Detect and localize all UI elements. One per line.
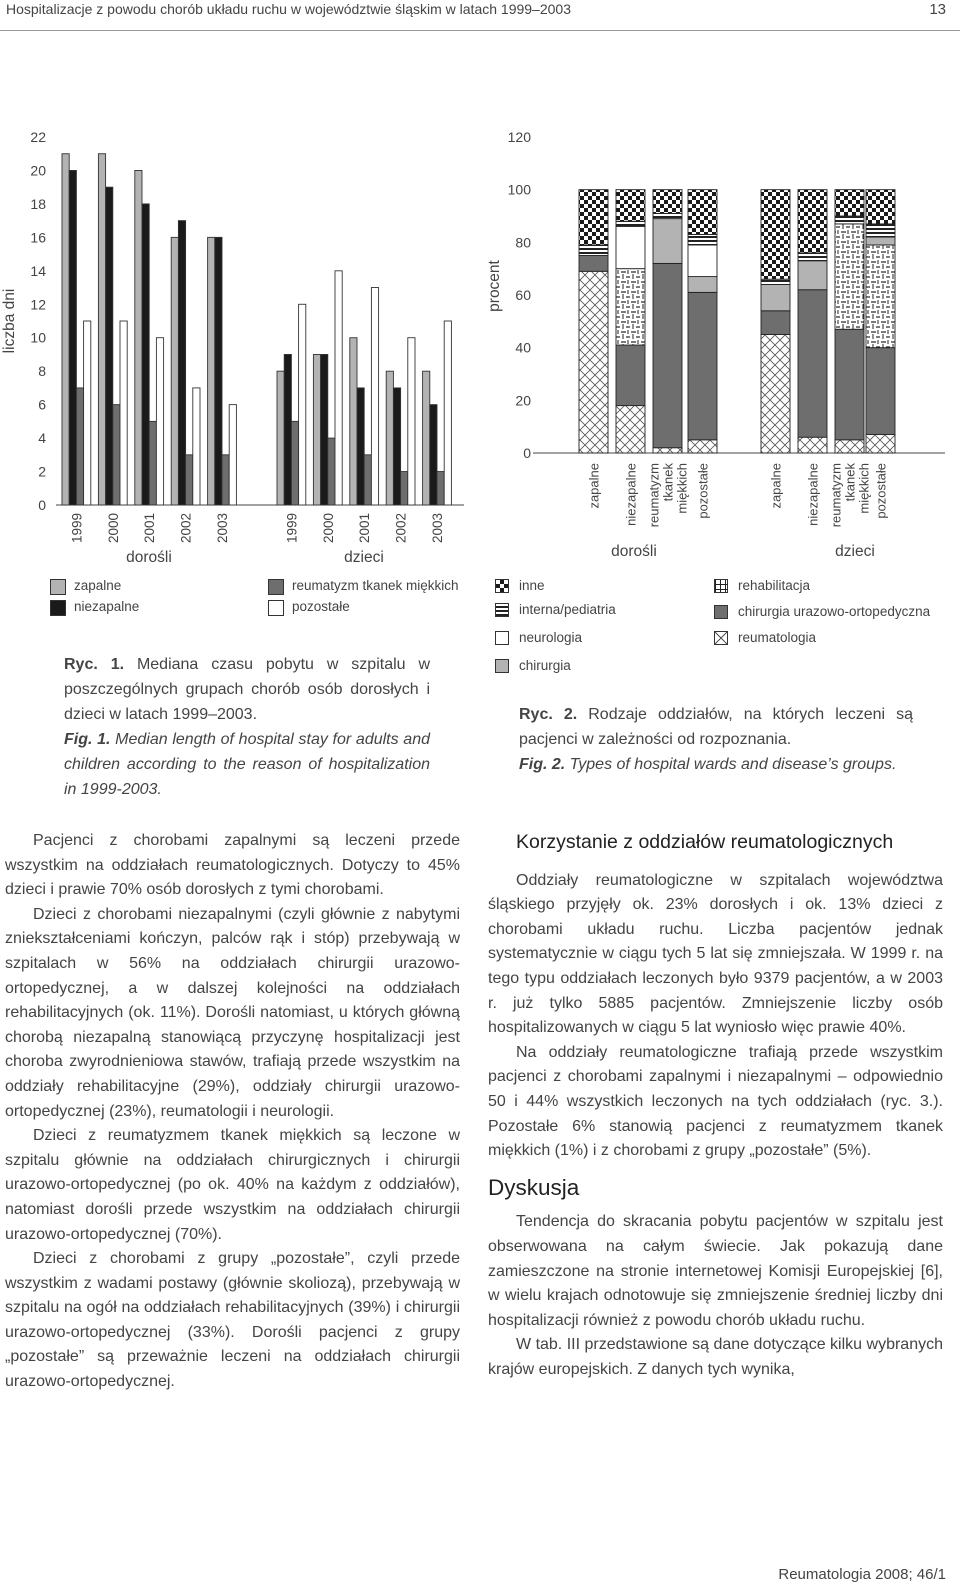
x-tick-label: 2002 (393, 513, 409, 544)
y-axis-label: liczba dni (1, 288, 18, 354)
legend-label: reumatyzm tkanek miękkich (292, 578, 459, 593)
bar-segment (835, 190, 864, 216)
y-tick-label: 0 (523, 445, 531, 461)
bar (408, 338, 415, 505)
bar-segment (579, 271, 608, 453)
legend-label: reumatologia (738, 630, 817, 645)
page-number: 13 (929, 1, 946, 18)
bar-segment (653, 190, 682, 214)
x-tick-label: pozostałe (873, 463, 889, 519)
bar (299, 304, 306, 505)
bar (69, 170, 76, 505)
bar-segment (761, 284, 790, 310)
caption-pl (64, 652, 430, 727)
bar (106, 187, 113, 505)
paragraph: Pacjenci z chorobami zapalnymi są leczeni przede wszystkim na oddziałach reumatologicznych. Dotyczy to 45% dzieci i prawie 70% osób dorosłych z tymi chorobami. (5, 832, 460, 899)
paragraph: W tab. III przedstawione są dane dotyczące kilku wybranych krajów europejskich. Z danych tych wynika, (488, 1336, 943, 1378)
bar-segment (866, 435, 895, 453)
legend-label: interna/pediatria (519, 602, 616, 617)
y-tick-label: 120 (507, 129, 531, 145)
bar (171, 237, 178, 505)
bar (229, 405, 236, 505)
bar (113, 405, 120, 505)
bar (291, 421, 298, 505)
caption-label: Fig. 1. (64, 731, 111, 748)
y-tick-label: 8 (38, 363, 46, 380)
figure-1-caption (64, 652, 430, 802)
bar-segment (616, 269, 645, 345)
x-tick-label: 2000 (320, 513, 336, 544)
y-tick-label: 20 (30, 162, 46, 179)
legend-swatch (495, 579, 509, 593)
legend-swatch (268, 579, 284, 595)
bar (386, 371, 393, 505)
bar (423, 371, 430, 505)
bar (284, 354, 291, 505)
bar-segment (688, 292, 717, 439)
bar (149, 421, 156, 505)
paragraph: Tendencja do skracania pobytu pacjentów w szpitalu jest obserwowana na całym świecie. Jak pokazują dane zamieszczone na stronie internetowej Komisji Europejskiej [6], w wielu krajach odnotowuje się zmniejszenie średniej liczby dni hospitalizacji również z powodu chorób układu ruchu. (488, 1213, 943, 1329)
x-tick-label: 2003 (215, 513, 230, 544)
caption-en (519, 752, 913, 777)
bar (350, 338, 357, 505)
paragraph: Dzieci z reumatyzmem tkanek miękkich są leczone w szpitalu głównie na oddziałach chirurgicznych i chirurgii urazowo-ortopedycznej (po ok. 40% na każdym z oddziałów), natomiast dorośli przede wszystkim na oddziałach chirurgii urazowo-ortopedycznej (70%). (5, 1127, 460, 1243)
bar-segment (835, 216, 864, 224)
y-tick-label: 60 (515, 287, 531, 303)
bar-segment (798, 190, 827, 253)
x-tick-label: 2003 (430, 513, 445, 544)
x-tick-label: miękkich (674, 463, 690, 514)
bar-segment (761, 279, 790, 284)
bar (120, 321, 127, 505)
right-column (488, 830, 943, 1382)
bar-segment (798, 261, 827, 290)
bar-segment (866, 190, 895, 224)
bar-segment (798, 253, 827, 261)
bar-segment (761, 335, 790, 454)
bar (357, 388, 364, 505)
bar (430, 405, 437, 505)
x-tick-label: zapalne (586, 463, 602, 509)
bar (321, 354, 328, 505)
x-tick-label: 2002 (178, 513, 194, 544)
bar-segment (866, 245, 895, 348)
bar-segment (835, 440, 864, 453)
legend-label: zapalne (74, 578, 122, 593)
bar (401, 472, 408, 505)
legend-swatch (714, 605, 728, 619)
bar-segment (866, 237, 895, 245)
group-label: dorośli (126, 549, 172, 566)
legend-swatch (714, 579, 728, 593)
bar (335, 271, 342, 505)
bar-segment (616, 227, 645, 269)
x-tick-label: tkanek (842, 463, 858, 502)
bar (135, 170, 142, 505)
bar-segment (616, 406, 645, 453)
bar (193, 388, 200, 505)
legend-swatch (268, 600, 284, 616)
left-column (5, 829, 460, 1395)
bar (444, 321, 451, 505)
bar (222, 455, 229, 505)
x-tick-label: niezapalne (805, 463, 821, 526)
bar-segment (688, 190, 717, 235)
bar-segment (866, 224, 895, 237)
x-tick-label: niezapalne (623, 463, 639, 526)
x-tick-label: 1999 (69, 513, 85, 544)
caption-text: Median length of hospital stay for adults and children according to the reason of hospitalization in 1999-2003. (64, 731, 431, 798)
bar-segment (688, 234, 717, 245)
group-label: dorośli (611, 543, 657, 560)
x-tick-label: 2000 (105, 513, 121, 544)
bar-segment (653, 219, 682, 264)
legend-swatch (714, 631, 728, 645)
bar (437, 472, 444, 505)
bar-segment (653, 213, 682, 218)
legend-label: niezapalne (74, 599, 140, 614)
figure-1-chart (0, 0, 480, 580)
bar (328, 438, 335, 505)
caption-text: Mediana czasu pobytu w szpitalu w poszczególnych grupach chorób osób dorosłych i dzieci w latach 1999–2003. (64, 656, 430, 723)
y-tick-label: 16 (30, 229, 46, 246)
caption-en (64, 727, 430, 802)
y-tick-label: 2 (38, 463, 46, 480)
caption-text: Rodzaje oddziałów, na których leczeni są pacjenci w zależności od rozpoznania. (519, 706, 913, 748)
legend-label: chirurgia urazowo-ortopedyczna (738, 604, 931, 619)
figure-2-caption (519, 702, 913, 777)
bar (215, 237, 222, 505)
legend-swatch (495, 631, 509, 645)
y-tick-label: 20 (515, 392, 531, 409)
bar (76, 388, 83, 505)
figure-2-chart (480, 0, 960, 580)
x-tick-label: reumatyzm (646, 463, 662, 528)
bar (142, 204, 149, 505)
bar-segment (866, 348, 895, 435)
bar-segment (835, 329, 864, 440)
paragraph: Na oddziały reumatologiczne trafiają przede wszystkim pacjenci z chorobami zapalnymi i niezapalnymi – odpowiednio 50 i 44% wszystkich leczonych na tych oddziałach (ryc. 3.). Pozostałe 6% stanowią pacjenci z reumatyzmem tkanek miękkich (1%) i z chorobami z grupy „pozostałe” (5%). (488, 1043, 943, 1160)
group-label: dzieci (344, 549, 384, 566)
bar-segment (798, 290, 827, 437)
section-heading: Dyskusja (488, 1174, 580, 1200)
bar (393, 388, 400, 505)
legend-label: pozostałe (292, 599, 350, 614)
running-title: Hospitalizacje z powodu chorób układu ruchu w województwie śląskim w latach 1999–2003 (6, 1, 571, 17)
paragraph: Oddziały reumatologiczne w szpitalach województwa śląskiego przyjęły ok. 23% dorosłych i ok. 13% dzieci z chorobami układu ruchu. Liczba pacjentów jednak systematycznie w ciągu tych 5 lat się zmniejszała. W 1999 r. na tego typu oddziałach leczonych było 9379 pacjentów, a w 2003 r. już tylko 5885 pacjentów. Zmniejszenie liczby osób hospitalizowanych w ciągu 5 lat wyniosło więc prawie 40%. (488, 871, 943, 1037)
bar-segment (688, 245, 717, 277)
bar (277, 371, 284, 505)
legend-swatch (50, 579, 66, 595)
bar-segment (653, 263, 682, 447)
bar-segment (761, 190, 790, 280)
caption-label: Ryc. 1. (64, 656, 125, 673)
y-tick-label: 10 (30, 329, 46, 346)
y-tick-label: 14 (30, 262, 46, 279)
bar-segment (616, 221, 645, 226)
x-tick-label: zapalne (768, 463, 784, 509)
bar-segment (688, 440, 717, 453)
x-tick-label: 2001 (357, 513, 373, 544)
bar (371, 288, 378, 505)
bar (98, 154, 105, 505)
bar (62, 154, 69, 505)
bar-segment (798, 437, 827, 453)
bar (364, 455, 371, 505)
x-tick-label: pozostałe (695, 463, 711, 519)
bar-segment (616, 190, 645, 222)
bar-segment (579, 245, 608, 256)
bar (156, 338, 163, 505)
y-tick-label: 22 (30, 129, 46, 145)
legend-swatch (495, 659, 509, 673)
y-tick-label: 0 (38, 497, 46, 513)
paragraph: Dzieci z chorobami niezapalnymi (czyli głównie z nabytymi zniekształceniami kończyn, palców rąk i stóp) przebywają w szpitalach w 56% na oddziałach chirurgii urazowo-ortopedycznej, a w dalszej kolejności na oddziałach rehabilitacyjnych (ok. 11%). Dorośli natomiast, u których główną chorobą niezapalną stanowiącą przyczynę hospitalizacji jest choroba zwyrodnieniowa stawów, trafiają przede wszystkim na oddziały rehabilitacyjne (29%), oddziały chirurgii urazowo-ortopedycznej (23%), reumatologii i neurologii. (5, 905, 460, 1120)
bar-segment (835, 224, 864, 329)
bar (84, 321, 91, 505)
caption-label: Fig. 2. (519, 756, 566, 773)
bar-segment (688, 277, 717, 293)
x-tick-label: 1999 (284, 513, 300, 544)
y-tick-label: 80 (515, 234, 531, 251)
x-tick-label: tkanek (660, 463, 676, 502)
bar (313, 354, 320, 505)
bar-segment (616, 345, 645, 406)
caption-pl (519, 702, 913, 752)
x-tick-label: miękkich (856, 463, 872, 514)
legend-label: neurologia (519, 630, 583, 645)
section-heading: Korzystanie z oddziałów reumatologicznych (516, 831, 894, 853)
y-tick-label: 6 (38, 396, 46, 413)
legend-label: rehabilitacja (738, 578, 811, 593)
x-tick-label: reumatyzm (828, 463, 844, 528)
legend-swatch (50, 600, 66, 616)
legend-label: inne (519, 578, 545, 593)
bar-segment (579, 256, 608, 272)
journal-footer: Reumatologia 2008; 46/1 (778, 1566, 946, 1583)
bar (208, 237, 215, 505)
y-tick-label: 40 (515, 339, 531, 356)
caption-label: Ryc. 2. (519, 706, 578, 723)
legend-swatch (495, 603, 509, 617)
x-tick-label: 2001 (142, 513, 158, 544)
paragraph: Dzieci z chorobami z grupy „pozostałe”, czyli przede wszystkim z wadami postawy (głównie skoliozą), przebywają w szpitalu na ogół na oddziałach rehabilitacyjnych (39%) i chirurgii urazowo-ortopedycznej (33%). Dorośli pacjenci z grupy „pozostałe” są przeważnie leczeni na oddziałach chirurgii urazowo-ortopedycznej. (5, 1250, 460, 1391)
bar (178, 221, 185, 505)
y-tick-label: 12 (30, 296, 46, 313)
caption-text: Types of hospital wards and disease’s groups. (565, 756, 897, 773)
group-label: dzieci (835, 543, 875, 560)
bar-segment (579, 190, 608, 245)
bar (186, 455, 193, 505)
y-tick-label: 4 (38, 430, 46, 447)
legend-label: chirurgia (519, 658, 571, 673)
bar-segment (761, 311, 790, 335)
y-tick-label: 100 (507, 181, 531, 198)
y-tick-label: 18 (30, 195, 46, 212)
y-axis-label: procent (486, 260, 503, 312)
bar-segment (653, 448, 682, 453)
